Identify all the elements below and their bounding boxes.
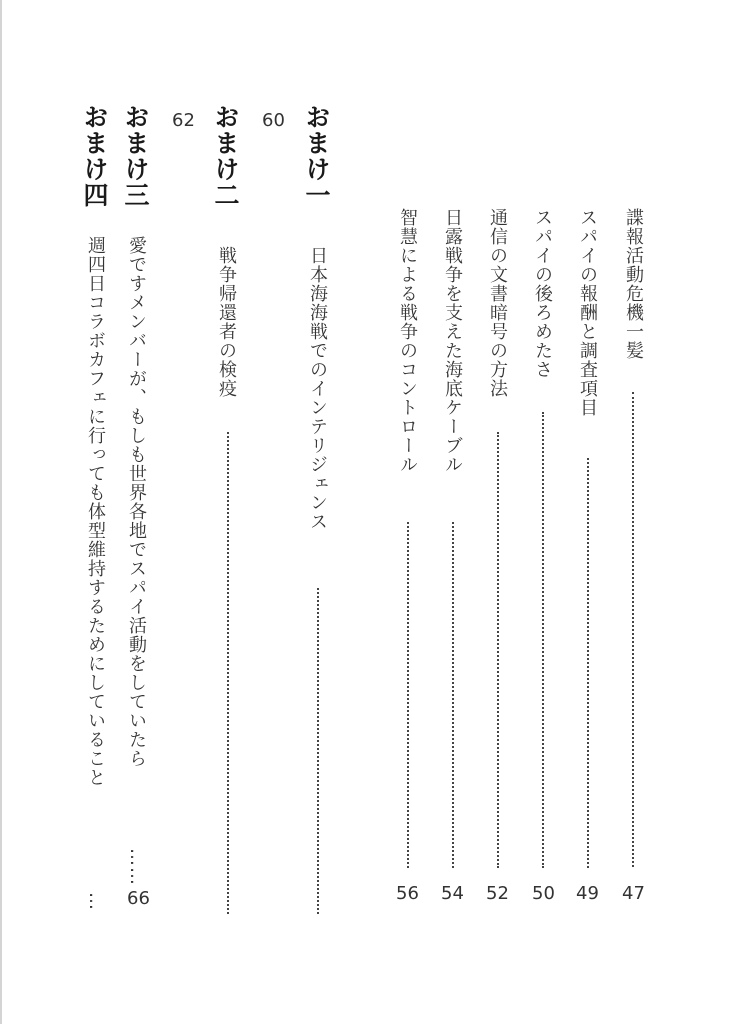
- page-number: 49: [576, 883, 599, 904]
- leader-dots: [542, 412, 544, 868]
- omake-label: おまけ四: [80, 104, 109, 208]
- omake-label: おまけ一: [302, 104, 331, 208]
- entry-title: 通信の文書暗号の方法: [487, 208, 508, 398]
- entry-title: 諜報活動危機一髪: [623, 208, 644, 360]
- omake-entry-trail: …: [85, 892, 106, 911]
- page-number: 50: [532, 883, 555, 904]
- omake-entry-title: 戦争帰還者の検疫: [216, 246, 237, 398]
- page-edge: [0, 0, 2, 1024]
- omake-entry-trail: ……: [126, 848, 147, 886]
- entry-title: スパイの後ろめたさ: [532, 208, 553, 379]
- page-number: 56: [396, 883, 419, 904]
- omake-label: おまけ三: [121, 104, 150, 208]
- page-number: 60: [262, 110, 285, 131]
- leader-dots: [452, 522, 454, 868]
- leader-dots: [587, 458, 589, 868]
- leader-dots: [227, 432, 229, 914]
- leader-dots: [632, 392, 634, 867]
- omake-entry-title: 愛ですメンバーが、もしも世界各地でスパイ活動をしていたら: [126, 236, 147, 768]
- omake-label: おまけ二: [211, 104, 240, 208]
- page-number: 52: [486, 883, 509, 904]
- omake-entry-title: 週四日コラボカフェに行っても体型維持するためにしていること: [85, 236, 106, 787]
- leader-dots: [407, 522, 409, 868]
- leader-dots: [317, 588, 319, 914]
- page-number: 54: [441, 883, 464, 904]
- entry-title: スパイの報酬と調査項目: [577, 208, 598, 417]
- entry-title: 日露戦争を支えた海底ケーブル: [442, 208, 463, 474]
- leader-dots: [497, 432, 499, 868]
- entry-title: 智慧による戦争のコントロール: [397, 208, 418, 474]
- page-number: 66: [127, 888, 150, 909]
- page-number: 62: [172, 110, 195, 131]
- omake-entry-title: 日本海海戦でのインテリジェンス: [307, 246, 328, 531]
- page-number: 47: [622, 883, 645, 904]
